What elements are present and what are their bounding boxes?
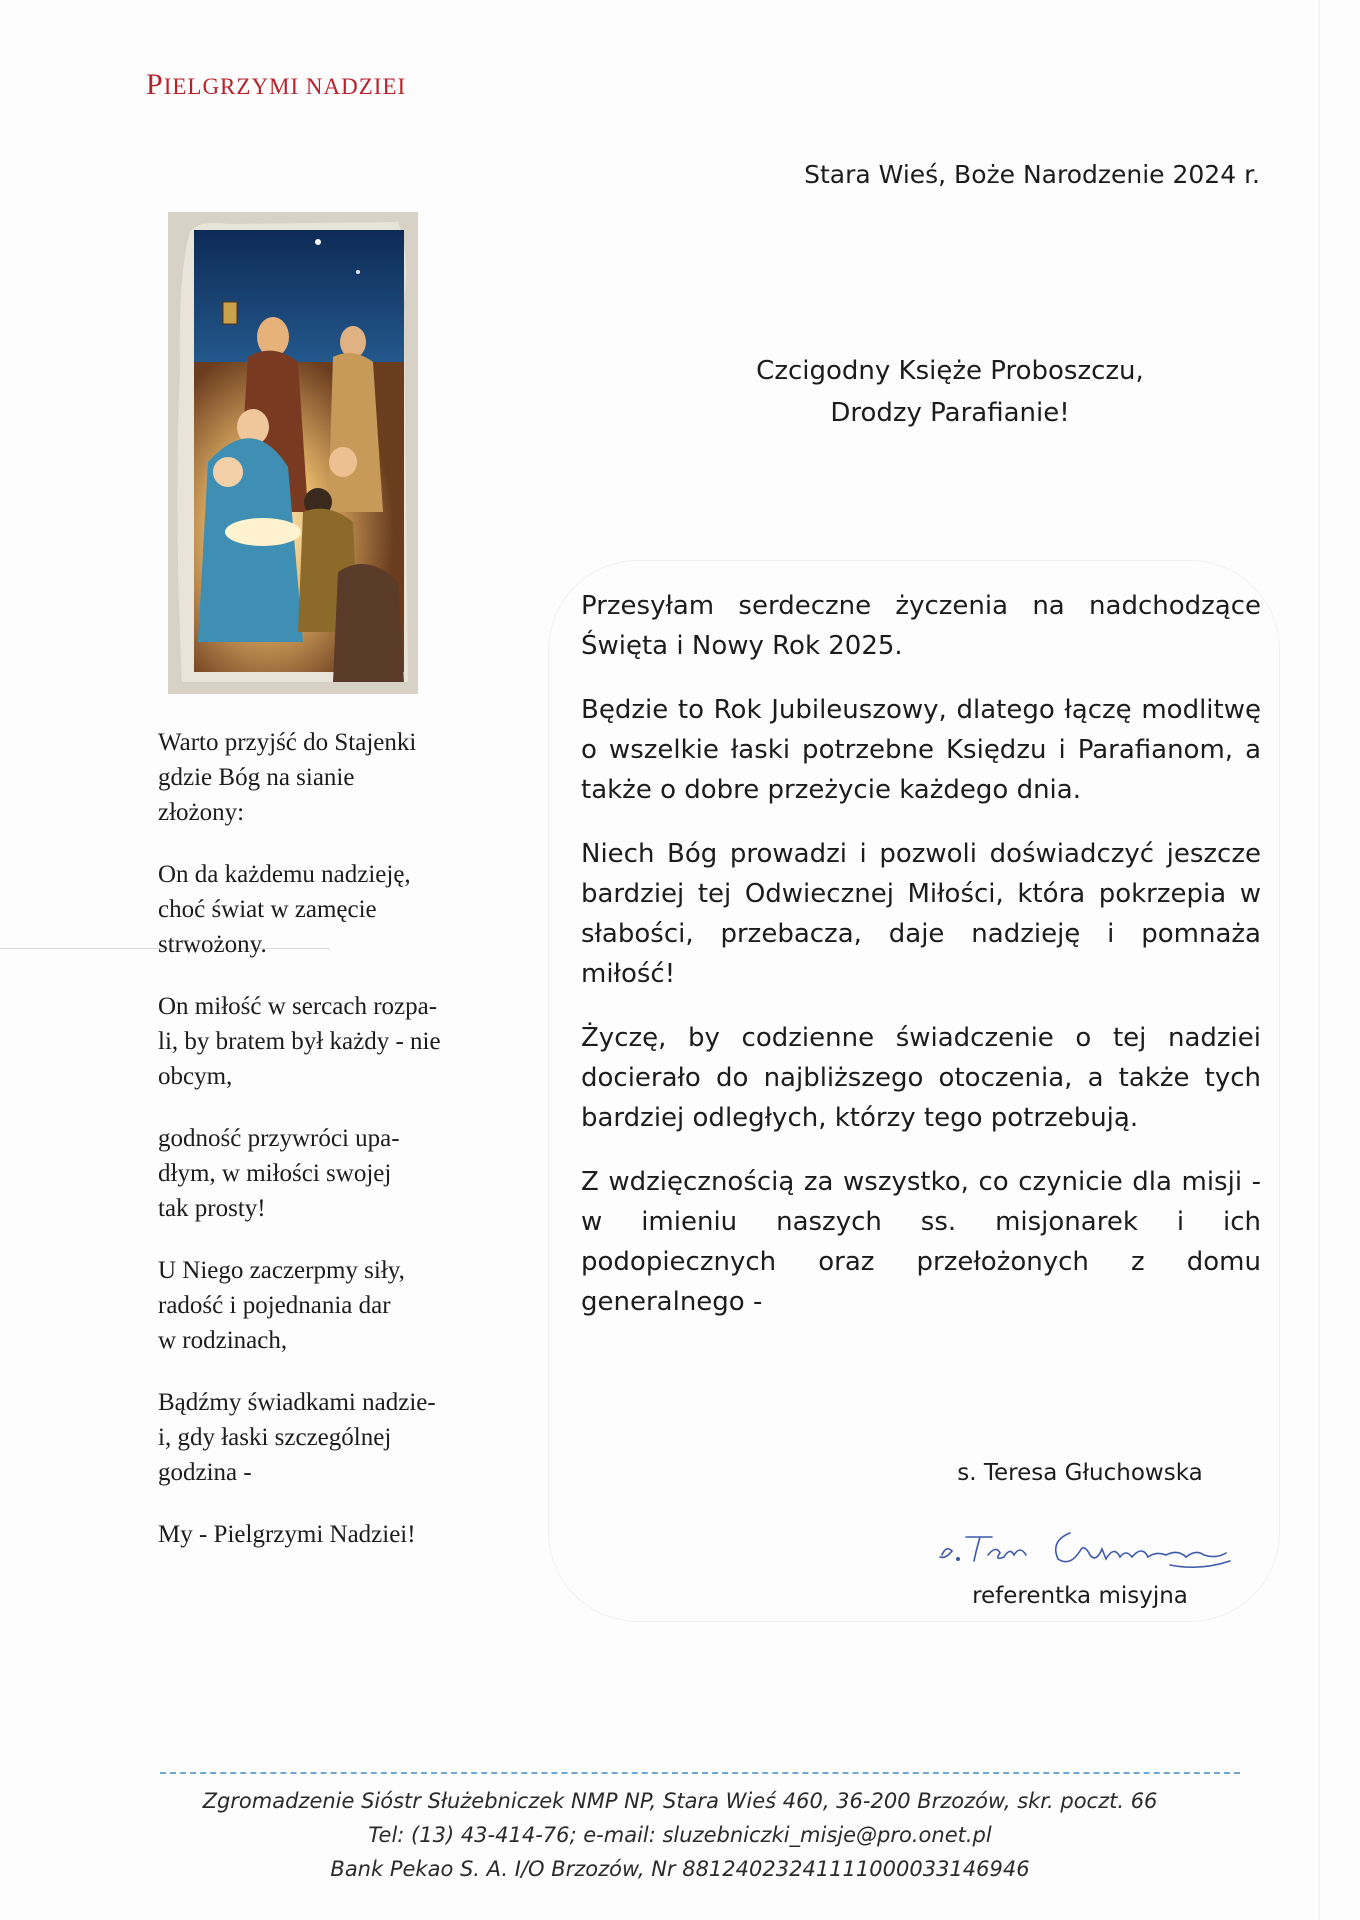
poem	[158, 725, 498, 1579]
letterhead-title	[146, 68, 406, 102]
greeting	[640, 350, 1260, 434]
date-line: Stara Wieś, Boże Narodzenie 2024 r.	[804, 160, 1260, 189]
poem-line: strwożony.	[158, 931, 267, 958]
poem-line: On da każdemu nadzieję,	[158, 861, 411, 888]
poem-line: obcym,	[158, 1063, 233, 1090]
poem-line: li, by bratem był każdy - nie	[158, 1028, 441, 1055]
poem-stanza	[158, 857, 498, 962]
handwritten-signature	[930, 1515, 1250, 1575]
footer	[100, 1784, 1260, 1886]
body-paragraph: Życzę, by codzienne świadczenie o tej nadziei docierało do najbliższego otoczenia, a także tych bardziej odległych, którzy tego potrzebują.	[581, 1023, 1261, 1133]
poem-line: gdzie Bóg na sianie	[158, 764, 355, 791]
poem-line: dłym, w miłości swojej	[158, 1160, 392, 1187]
body-paragraph: Będzie to Rok Jubileuszowy, dlatego łączę modlitwę o wszelkie łaski potrzebne Księdzu i Parafianom, a także o dobre przeżycie każdego dnia.	[581, 695, 1261, 805]
poem-line: radość i pojednania dar	[158, 1292, 391, 1319]
poem-stanza	[158, 1121, 498, 1226]
poem-line: i, gdy łaski szczególnej	[158, 1424, 392, 1451]
poem-stanza	[158, 989, 498, 1094]
poem-stanza	[158, 1517, 498, 1552]
nativity-scene-image	[168, 212, 418, 694]
letterhead-initial: P	[146, 68, 164, 101]
greeting-line: Czcigodny Księże Proboszczu,	[756, 356, 1144, 386]
poem-line: w rodzinach,	[158, 1327, 288, 1354]
footer-line: Tel: (13) 43-414-76; e-mail: sluzebniczki_misje@pro.onet.pl	[368, 1823, 992, 1847]
poem-line: Bądźmy świadkami nadzie-	[158, 1389, 436, 1416]
footer-line: Zgromadzenie Sióstr Służebniczek NMP NP, Stara Wieś 460, 36-200 Brzozów, skr. poczt. 66	[202, 1789, 1158, 1813]
letterhead-rest: IELGRZYMI NADZIEI	[163, 74, 407, 99]
paper-edge	[1319, 0, 1320, 1920]
poem-line: Warto przyjść do Stajenki	[158, 729, 417, 756]
poem-line: godność przywróci upa-	[158, 1125, 400, 1152]
greeting-line: Drodzy Parafianie!	[830, 398, 1070, 428]
body-paragraph: Z wdzięcznością za wszystko, co czynicie dla misji - w imieniu naszych ss. misjonarek i ich podopiecznych oraz przełożonych z domu generalnego -	[581, 1167, 1261, 1317]
poem-stanza	[158, 1253, 498, 1358]
poem-stanza	[158, 1385, 498, 1490]
poem-line: tak prosty!	[158, 1195, 266, 1222]
footer-divider	[160, 1772, 1240, 1774]
poem-line: godzina -	[158, 1459, 252, 1486]
body-paragraph: Przesyłam serdeczne życzenia na nadchodzące Święta i Nowy Rok 2025.	[581, 591, 1261, 661]
poem-line: On miłość w sercach rozpa-	[158, 993, 438, 1020]
poem-line: złożony:	[158, 799, 245, 826]
poem-line: My - Pielgrzymi Nadziei!	[158, 1521, 416, 1548]
footer-line: Bank Pekao S. A. I/O Brzozów, Nr 88124023241111000033146946	[330, 1857, 1030, 1881]
poem-stanza	[158, 725, 498, 830]
poem-line: U Niego zaczerpmy siły,	[158, 1257, 405, 1284]
poem-line: choć świat w zamęcie	[158, 896, 377, 923]
signatory-name: s. Teresa Głuchowska	[957, 1460, 1203, 1486]
signatory-role: referentka misyjna	[972, 1583, 1188, 1609]
letter-body	[581, 586, 1261, 1346]
body-paragraph: Niech Bóg prowadzi i pozwoli doświadczyć jeszcze bardziej tej Odwiecznej Miłości, która pokrzepia w słabości, przebacza, daje nadzieję i pomnaża miłość!	[581, 839, 1261, 989]
